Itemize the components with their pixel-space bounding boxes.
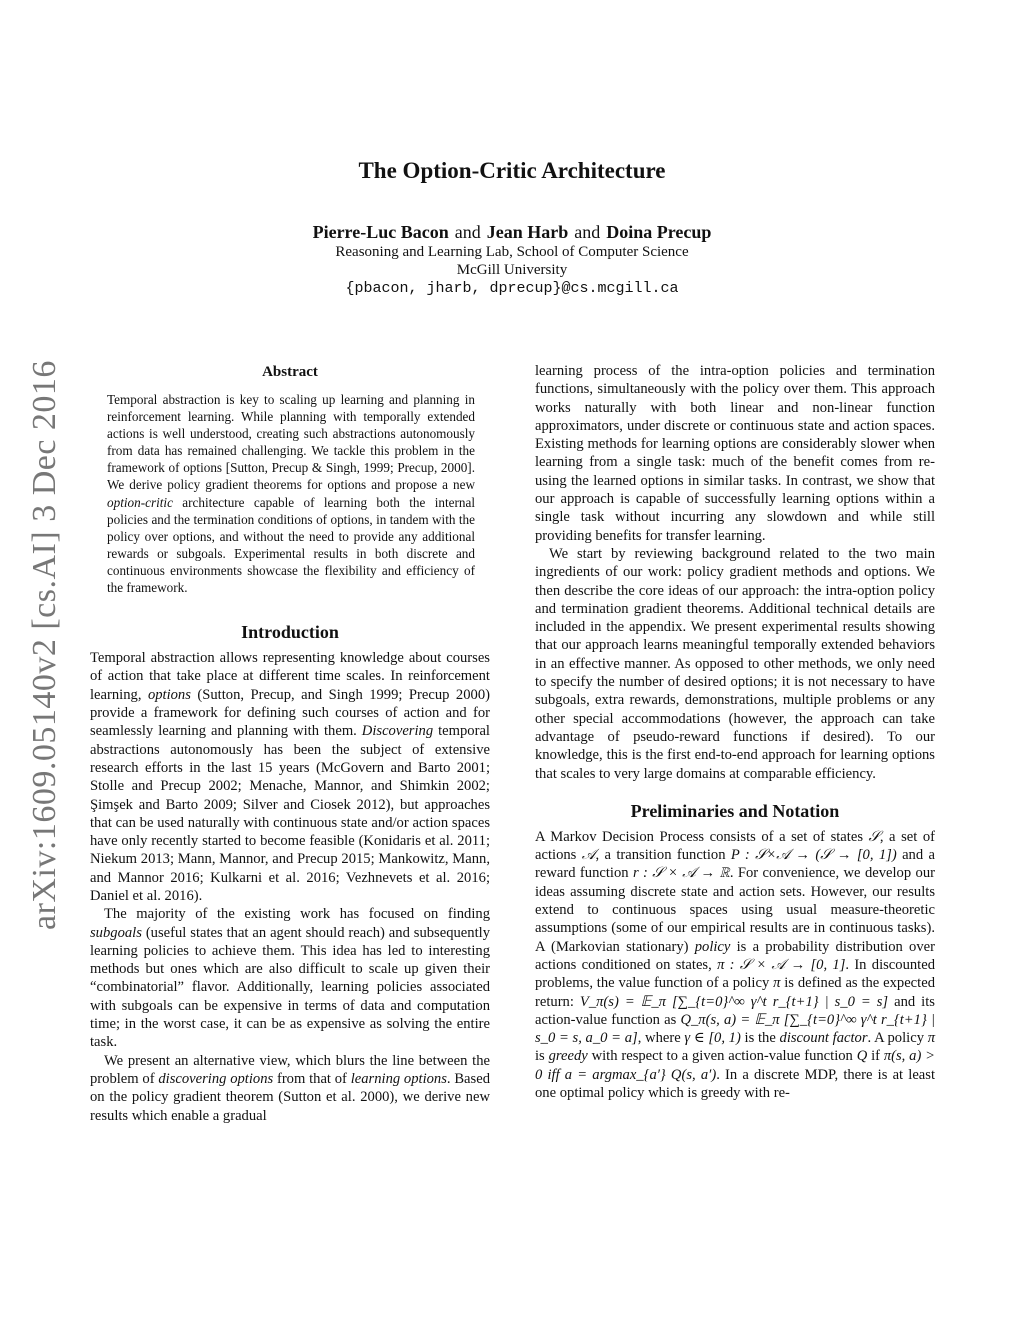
intro-paragraph-3: We present an alternative view, which blurs the line between the problem of discovering options from that of learning options. Based on the policy gradient theorem (Sutton et al. 2000), we derive new results which enable a gradual <box>90 1052 490 1124</box>
abstract-heading: Abstract <box>262 364 318 380</box>
author-name: Pierre-Luc Bacon <box>312 222 449 242</box>
author-separator: and <box>574 222 601 242</box>
preliminaries-paragraph: A Markov Decision Process consists of a set of states 𝒮, a set of actions 𝒜, a transition function P : 𝒮×𝒜 → (𝒮 → [0, 1]) and a reward function r : 𝒮 × 𝒜 → ℝ. For convenience, we develop our ideas assuming discrete state and action sets. However, our results extend to continuous spaces using usual measure-theoretic assumptions (some of our empirical results are in continuous tasks). A (Markovian stationary) policy is a probability distribution over actions conditioned on states, π : 𝒮 × 𝒜 → [0, 1]. In discounted problems, the value function of a policy π is defined as the expected return: V_π(s) = 𝔼_π [∑_{t=0}^∞ γ^t r_{t+1} | s_0 = s] and its action-value function as Q_π(s, a) = 𝔼_π [∑_{t=0}^∞ γ^t r_{t+1} | s_0 = s, a_0 = a], where γ ∈ [0, 1) is the discount factor. A policy π is greedy with respect to a given action-value function Q if π(s, a) > 0 iff a = argmax_{a′} Q(s, a′). In a discrete MDP, there is at least one optimal policy which is greedy with re- <box>535 828 936 1101</box>
intro-paragraph-1: Temporal abstraction allows representing knowledge about courses of action that take place at different time scales. In reinforcement learning, options (Sutton, Precup, and Singh 1999; Precup 2000) provide a framework for defining such courses of action and for seamlessly learning and planning with them. Discovering temporal abstractions autonomously has been the subject of extensive research efforts in the last 15 years (McGovern and Barto 2001; Stolle and Precup 2002; Menache, Mannor, and Shimkin 2002; Şimşek and Barto 2009; Silver and Ciosek 2012), but approaches that can be used naturally with continuous state and/or action spaces have only recently started to become feasible (Konidaris et al. 2011; Niekum 2013; Mann, Mannor, and Precup 2015; Mankowitz, Mann, and Mannor 2016; Kulkarni et al. 2016; Vezhnevets et al. 2016; Daniel et al. 2016). <box>90 650 490 904</box>
paper-title: The Option-Critic Architecture <box>358 158 666 183</box>
affiliation-lab: Reasoning and Learning Lab, School of Computer Science <box>335 244 689 260</box>
right-column <box>535 362 935 1102</box>
author-name: Doina Precup <box>606 222 712 242</box>
preliminaries-body <box>535 828 935 1102</box>
abstract-body: Temporal abstraction is key to scaling up learning and planning in reinforcement learning. While planning with temporally extended actions is well understood, creating such abstractions autonomously from data has remained challenging. We tackle this problem in the framework of options [Sutton, Precup & Singh, 1999; Precup, 2000]. We derive policy gradient theorems for options and propose a new option-critic architecture capable of learning both the internal policies and the termination conditions of options, in tandem with the policy over options, and without the need to provide any additional rewards or subgoals. Experimental results in both discrete and continuous environments showcase the flexibility and efficiency of the framework. <box>107 392 475 596</box>
intro-paragraph-5: We start by reviewing background related to the two main ingredients of our work: policy gradient methods and options. We then describe the core ideas of our approach: the intra-option policy and termination gradient theorems. Additional technical details are included in the appendix. We present experimental results showing that our approach learns meaningful temporally extended behaviors in an effective manner. As opposed to other methods, we only need to specify the number of desired options; it is not necessary to have subgoals, extra rewards, demonstrations, multiple problems or any other special accommodations (however, the approach can take advantage of pseudo-reward functions if desired). To our knowledge, this is the first end-to-end approach for learning options that scales to very large domains at comparable efficiency. <box>535 545 935 782</box>
author-name: Jean Harb <box>486 222 569 242</box>
intro-paragraph-2: The majority of the existing work has focused on finding subgoals (useful states that an agent should reach) and subsequently learning policies to achieve them. This idea has led to interesting methods but ones which are also difficult to scale up given their “combinatorial” flavor. Additionally, learning policies associated with subgoals can be expensive in terms of data and computation time; in the worst case, it can be as expensive as solving the entire task. <box>90 906 490 1051</box>
left-column <box>90 362 490 1125</box>
arxiv-identifier: arXiv:1609.05140v2 [cs.AI] 3 Dec 2016 <box>26 360 63 930</box>
introduction-body <box>90 649 490 1125</box>
author-separator: and <box>454 222 481 242</box>
author-emails: {pbacon, jharb, dprecup}@cs.mcgill.ca <box>345 280 679 297</box>
introduction-heading: Introduction <box>241 622 339 643</box>
affiliation-university: McGill University <box>456 262 568 278</box>
author-list <box>0 222 1024 243</box>
intro-paragraph-4: learning process of the intra-option policies and termination functions, simultaneously with the policy over them. This approach works naturally with both linear and non-linear function approximators, under discrete or continuous state and action spaces. Existing methods for learning options are considerably slower when learning from a single task: much of the benefit comes from re-using the learned options in similar tasks. In contrast, we show that our approach is capable of successfully learning options within a single task without incurring any slowdown and while still providing benefits for transfer learning. <box>535 363 935 544</box>
intro-continued <box>535 362 935 783</box>
preliminaries-heading: Preliminaries and Notation <box>630 800 840 821</box>
